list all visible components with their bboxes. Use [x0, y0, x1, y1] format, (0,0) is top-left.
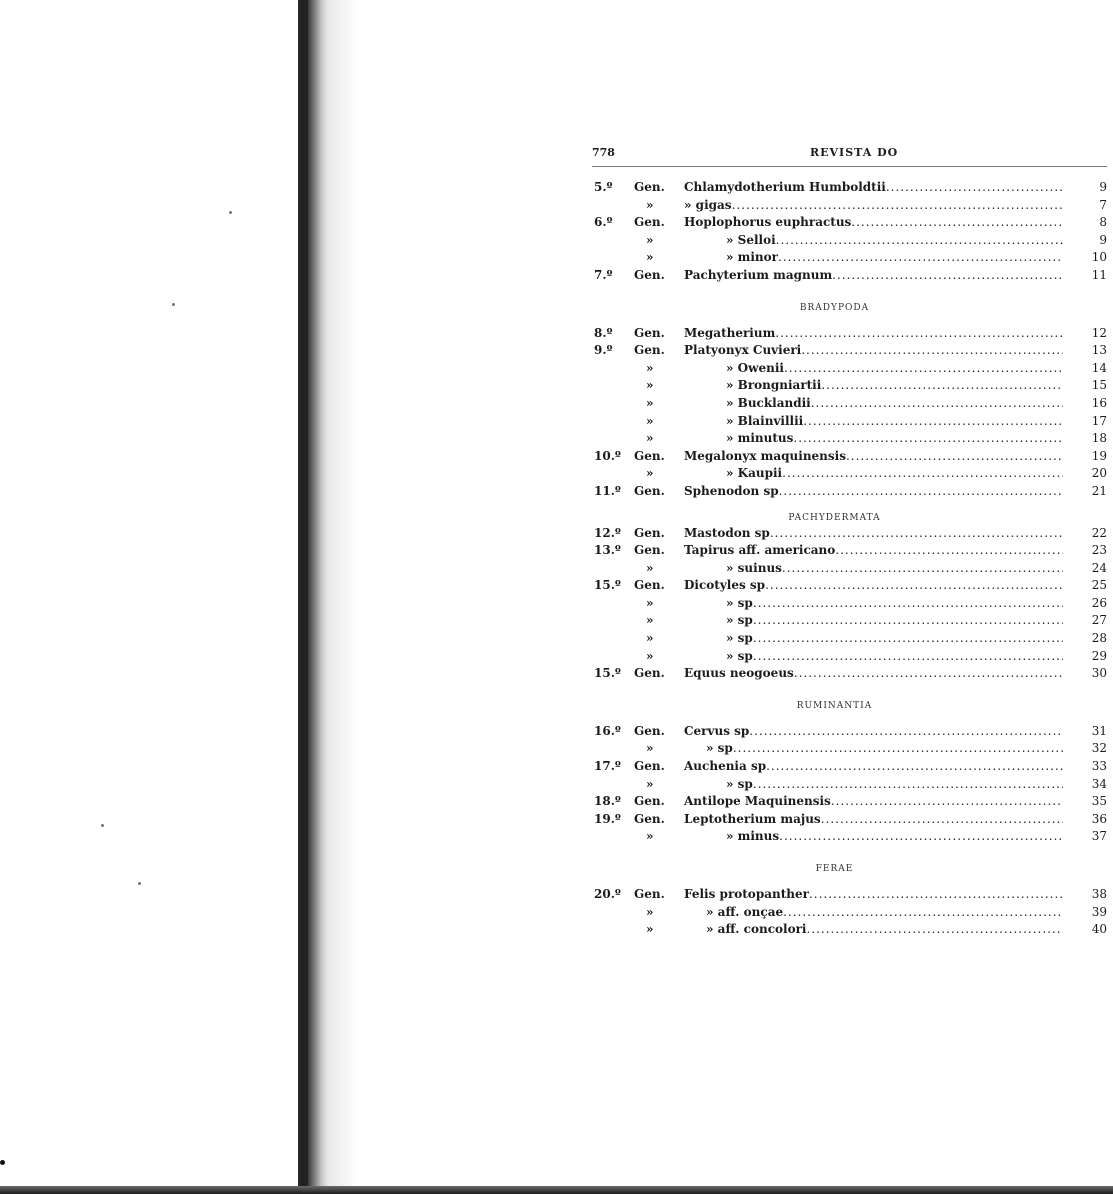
entry-genus-label: »	[646, 829, 654, 844]
entry-page: 9	[1099, 180, 1107, 194]
section-heading: RUMINANTIA	[796, 700, 873, 711]
entry-number: 9.º	[594, 343, 613, 358]
entry-species-name: » Owenii	[726, 360, 784, 375]
paper-speck	[101, 824, 104, 827]
entry-page: 12	[1091, 325, 1107, 340]
entry-species	[684, 577, 1063, 595]
leader-dots	[846, 448, 1063, 466]
entry-genus-label: »	[646, 613, 654, 628]
entry-number: 19.º	[594, 811, 621, 826]
leader-dots	[776, 232, 1063, 250]
entry-page: 17	[1091, 413, 1107, 428]
leader-dots	[811, 395, 1063, 413]
entry-species-name: Felis protopanther	[684, 887, 809, 901]
entry-species	[706, 904, 1063, 922]
entry-genus-label: Gen.	[634, 759, 665, 774]
entry-species	[726, 413, 1063, 431]
paper-speck	[172, 303, 175, 306]
entry-number: 15.º	[594, 666, 621, 681]
entry-page: 23	[1091, 543, 1107, 558]
index-entry	[592, 648, 1107, 666]
leader-dots	[775, 325, 1063, 343]
entry-species	[684, 811, 1063, 829]
entry-genus-label: »	[646, 395, 654, 410]
entry-species-name: » sp	[726, 595, 753, 610]
entry-species-name: Leptotherium majus	[684, 811, 821, 826]
entry-species-name: » Kaupii	[726, 466, 783, 481]
entry-genus-label: Gen.	[634, 543, 665, 558]
entry-species	[726, 465, 1063, 483]
index-entry	[592, 448, 1107, 466]
entry-species-name: » sp	[726, 631, 753, 646]
leader-dots	[770, 525, 1063, 543]
entry-species-name: » sp	[726, 648, 753, 663]
index-entry	[592, 595, 1107, 613]
entry-species-name: » minor	[726, 250, 778, 265]
leader-dots	[784, 360, 1063, 378]
entry-number: 13.º	[594, 543, 621, 558]
entry-species	[684, 542, 1063, 560]
entry-number: 12.º	[594, 525, 621, 540]
leader-dots	[821, 377, 1063, 395]
index-page	[592, 140, 1107, 939]
entry-species	[726, 612, 1063, 630]
entry-species	[726, 395, 1063, 413]
entry-species	[684, 886, 1063, 904]
entry-genus-label: Gen.	[634, 180, 665, 194]
entry-number: 16.º	[594, 723, 621, 738]
paper-speck	[138, 882, 141, 885]
entry-genus-label: »	[646, 904, 654, 919]
index-entry	[592, 325, 1107, 343]
entry-species-name: » aff. onçae	[706, 904, 784, 919]
entry-species	[684, 483, 1063, 501]
leader-dots	[851, 214, 1063, 232]
entry-species-name: Tapirus aff. americano	[684, 543, 836, 558]
entry-genus-label: Gen.	[634, 525, 665, 540]
entry-species-name: Mastodon sp	[684, 525, 770, 540]
entry-page: 32	[1091, 741, 1107, 756]
entry-genus-label: »	[646, 466, 654, 481]
entry-species-name: Chlamydotherium Humboldtii	[684, 180, 886, 194]
leader-dots	[886, 179, 1063, 197]
index-entry	[592, 740, 1107, 758]
entry-page: 16	[1091, 395, 1107, 410]
entry-number: 11.º	[594, 483, 621, 498]
entry-species-name: Megatherium	[684, 325, 776, 340]
entry-species-name: Sphenodon sp	[684, 483, 779, 498]
entry-genus-label: »	[646, 776, 654, 791]
paper-speck	[229, 211, 232, 214]
entry-species-name: Equus neogoeus	[684, 666, 794, 681]
entry-species	[706, 921, 1063, 939]
entry-species-name: » sp	[706, 741, 733, 756]
entry-genus-label: Gen.	[634, 483, 665, 498]
index-entry	[592, 342, 1107, 360]
leader-dots	[782, 560, 1063, 578]
entry-number: 5.º	[594, 180, 613, 194]
entry-genus-label: Gen.	[634, 723, 665, 738]
index-entry	[592, 465, 1107, 483]
leader-dots	[778, 249, 1063, 267]
index-section	[592, 179, 1107, 285]
entry-species-name: Pachyterium magnum	[684, 267, 833, 282]
index-entry	[592, 377, 1107, 395]
section-heading: BRADYPODA	[799, 302, 870, 313]
entry-genus-label: Gen.	[634, 343, 665, 358]
index-entry	[592, 904, 1107, 922]
entry-species	[726, 232, 1063, 250]
entry-page: 34	[1091, 776, 1107, 791]
entry-species-name: » Blainvillii	[726, 413, 804, 428]
index-entry	[592, 179, 1107, 197]
running-title: REVISTA DO	[810, 146, 899, 159]
leader-dots	[779, 828, 1063, 846]
entry-genus-label: »	[646, 431, 654, 446]
entry-number: 10.º	[594, 448, 621, 463]
entry-species	[684, 448, 1063, 466]
entry-species-name: Megalonyx maquinensis	[684, 448, 846, 463]
entry-genus-label: Gen.	[634, 215, 665, 230]
index-entry	[592, 811, 1107, 829]
leader-dots	[793, 430, 1063, 448]
leader-dots	[803, 413, 1063, 431]
leader-dots	[794, 665, 1063, 683]
leader-dots	[753, 630, 1063, 648]
index-entry	[592, 360, 1107, 378]
index-section	[592, 303, 1107, 501]
entry-number: 18.º	[594, 794, 621, 809]
entry-page: 38	[1091, 887, 1107, 901]
entry-species-name: Hoplophorus euphractus	[684, 215, 852, 230]
entry-page: 31	[1091, 723, 1107, 738]
entry-page: 21	[1091, 483, 1107, 498]
index-section	[592, 864, 1107, 939]
page-number: 778	[592, 146, 615, 159]
entry-species	[726, 249, 1063, 267]
entry-species	[726, 776, 1063, 794]
index-section	[592, 701, 1107, 846]
leader-dots	[801, 342, 1063, 360]
entry-species-name: » gigas	[684, 197, 732, 212]
page-header	[592, 140, 1107, 167]
leader-dots	[779, 483, 1063, 501]
entry-page: 27	[1091, 613, 1107, 628]
entry-species	[726, 828, 1063, 846]
page-bottom-edge	[0, 1186, 1113, 1194]
entry-number: 6.º	[594, 215, 613, 230]
leader-dots	[782, 465, 1063, 483]
entry-page: 29	[1091, 648, 1107, 663]
entry-species-name: » aff. concolori	[706, 922, 807, 937]
entry-species	[726, 648, 1063, 666]
index-entry	[592, 413, 1107, 431]
leader-dots	[806, 921, 1063, 939]
entry-species-name: Auchenia sp	[684, 759, 767, 774]
entry-number: 17.º	[594, 759, 621, 774]
entry-page: 10	[1091, 250, 1107, 265]
entry-genus-label: »	[646, 360, 654, 375]
entry-species-name: » minutus	[726, 431, 794, 446]
entry-page: 18	[1091, 431, 1107, 446]
entry-page: 28	[1091, 631, 1107, 646]
entry-species-name: » Selloi	[726, 232, 776, 247]
paper-spot	[0, 1160, 5, 1165]
entry-species-name: Antilope Maquinensis	[684, 794, 831, 809]
index-entry	[592, 758, 1107, 776]
entry-genus-label: »	[646, 232, 654, 247]
entry-page: 37	[1091, 829, 1107, 844]
index-section	[592, 513, 1107, 683]
entry-species-name: » Brongniartii	[726, 378, 822, 393]
entry-genus-label: »	[646, 197, 654, 212]
entry-page: 40	[1091, 922, 1107, 937]
index-entry	[592, 430, 1107, 448]
entry-species	[684, 197, 1063, 215]
entry-species	[684, 342, 1063, 360]
index-entry	[592, 776, 1107, 794]
entry-species-name: » suinus	[726, 560, 782, 575]
entry-genus-label: Gen.	[634, 325, 665, 340]
entry-species-name: Platyonyx Cuvieri	[684, 343, 802, 358]
section-heading: FERAE	[815, 864, 854, 874]
index-entry	[592, 723, 1107, 741]
index-entry	[592, 232, 1107, 250]
entry-species	[684, 723, 1063, 741]
leader-dots	[765, 577, 1063, 595]
entry-species	[726, 630, 1063, 648]
entry-page: 9	[1099, 232, 1107, 247]
entry-genus-label: Gen.	[634, 448, 665, 463]
entry-page: 11	[1091, 267, 1107, 282]
entry-number: 7.º	[594, 267, 613, 282]
entry-genus-label: Gen.	[634, 811, 665, 826]
entry-page: 14	[1091, 360, 1107, 375]
entry-species	[726, 595, 1063, 613]
index-entry	[592, 525, 1107, 543]
entry-page: 30	[1091, 666, 1107, 681]
leader-dots	[733, 740, 1063, 758]
leader-dots	[835, 542, 1063, 560]
entry-species-name: » sp	[726, 776, 753, 791]
index-entry	[592, 483, 1107, 501]
entry-species-name: Dicotyles sp	[684, 578, 766, 593]
entry-number: 20.º	[594, 887, 621, 901]
entry-genus-label: »	[646, 595, 654, 610]
leader-dots	[821, 811, 1063, 829]
index-entry	[592, 197, 1107, 215]
entry-page: 24	[1091, 560, 1107, 575]
leader-dots	[809, 886, 1063, 904]
entry-species	[684, 325, 1063, 343]
entry-genus-label: »	[646, 378, 654, 393]
index-entry	[592, 214, 1107, 232]
entry-page: 8	[1099, 215, 1107, 230]
entry-page: 22	[1091, 525, 1107, 540]
section-heading: PACHYDERMATA	[788, 512, 881, 523]
leader-dots	[753, 595, 1063, 613]
leader-dots	[783, 904, 1063, 922]
index-entry	[592, 395, 1107, 413]
index-entry	[592, 542, 1107, 560]
index-entry	[592, 886, 1107, 904]
entry-genus-label: »	[646, 741, 654, 756]
entry-species	[684, 525, 1063, 543]
index-entry	[592, 828, 1107, 846]
index-entry	[592, 630, 1107, 648]
entry-page: 7	[1099, 197, 1107, 212]
entry-page: 39	[1091, 904, 1107, 919]
entry-genus-label: Gen.	[634, 794, 665, 809]
entry-number: 8.º	[594, 325, 613, 340]
index-entry	[592, 612, 1107, 630]
entry-species	[684, 267, 1063, 285]
entry-genus-label: »	[646, 648, 654, 663]
entry-page: 13	[1091, 343, 1107, 358]
book-gutter-line	[300, 0, 308, 1194]
entry-genus-label: »	[646, 413, 654, 428]
index-entry	[592, 921, 1107, 939]
entry-genus-label: »	[646, 631, 654, 646]
entry-species-name: Cervus sp	[684, 723, 750, 738]
index-entry	[592, 267, 1107, 285]
entry-species	[726, 360, 1063, 378]
entry-page: 25	[1091, 578, 1107, 593]
entry-species	[726, 377, 1063, 395]
entry-page: 26	[1091, 595, 1107, 610]
leader-dots	[766, 758, 1063, 776]
entry-page: 20	[1091, 466, 1107, 481]
entry-page: 19	[1091, 448, 1107, 463]
leader-dots	[832, 267, 1063, 285]
leader-dots	[753, 776, 1063, 794]
entry-genus-label: »	[646, 560, 654, 575]
index-entry	[592, 793, 1107, 811]
entry-species	[684, 665, 1063, 683]
entry-species	[684, 179, 1063, 197]
entry-species-name: » sp	[726, 613, 753, 628]
index-entry	[592, 665, 1107, 683]
index-entry	[592, 249, 1107, 267]
entry-species	[684, 758, 1063, 776]
entry-species	[684, 793, 1063, 811]
entry-genus-label: »	[646, 922, 654, 937]
entry-genus-label: Gen.	[634, 267, 665, 282]
entry-genus-label: Gen.	[634, 666, 665, 681]
entry-genus-label: Gen.	[634, 887, 665, 901]
entry-species-name: » Bucklandii	[726, 395, 811, 410]
entry-page: 35	[1091, 794, 1107, 809]
entry-number: 15.º	[594, 578, 621, 593]
entry-page: 33	[1091, 759, 1107, 774]
entry-species	[684, 214, 1063, 232]
leader-dots	[753, 648, 1063, 666]
leader-dots	[732, 197, 1063, 215]
index-entry	[592, 560, 1107, 578]
entry-species	[706, 740, 1063, 758]
leader-dots	[831, 793, 1063, 811]
entry-species	[726, 430, 1063, 448]
entry-genus-label: Gen.	[634, 578, 665, 593]
index-entry	[592, 577, 1107, 595]
index-sections	[592, 179, 1107, 939]
entry-page: 15	[1091, 378, 1107, 393]
entry-species-name: » minus	[726, 829, 780, 844]
leader-dots	[753, 612, 1063, 630]
entry-species	[726, 560, 1063, 578]
leader-dots	[749, 723, 1063, 741]
entry-page: 36	[1091, 811, 1107, 826]
entry-genus-label: »	[646, 250, 654, 265]
